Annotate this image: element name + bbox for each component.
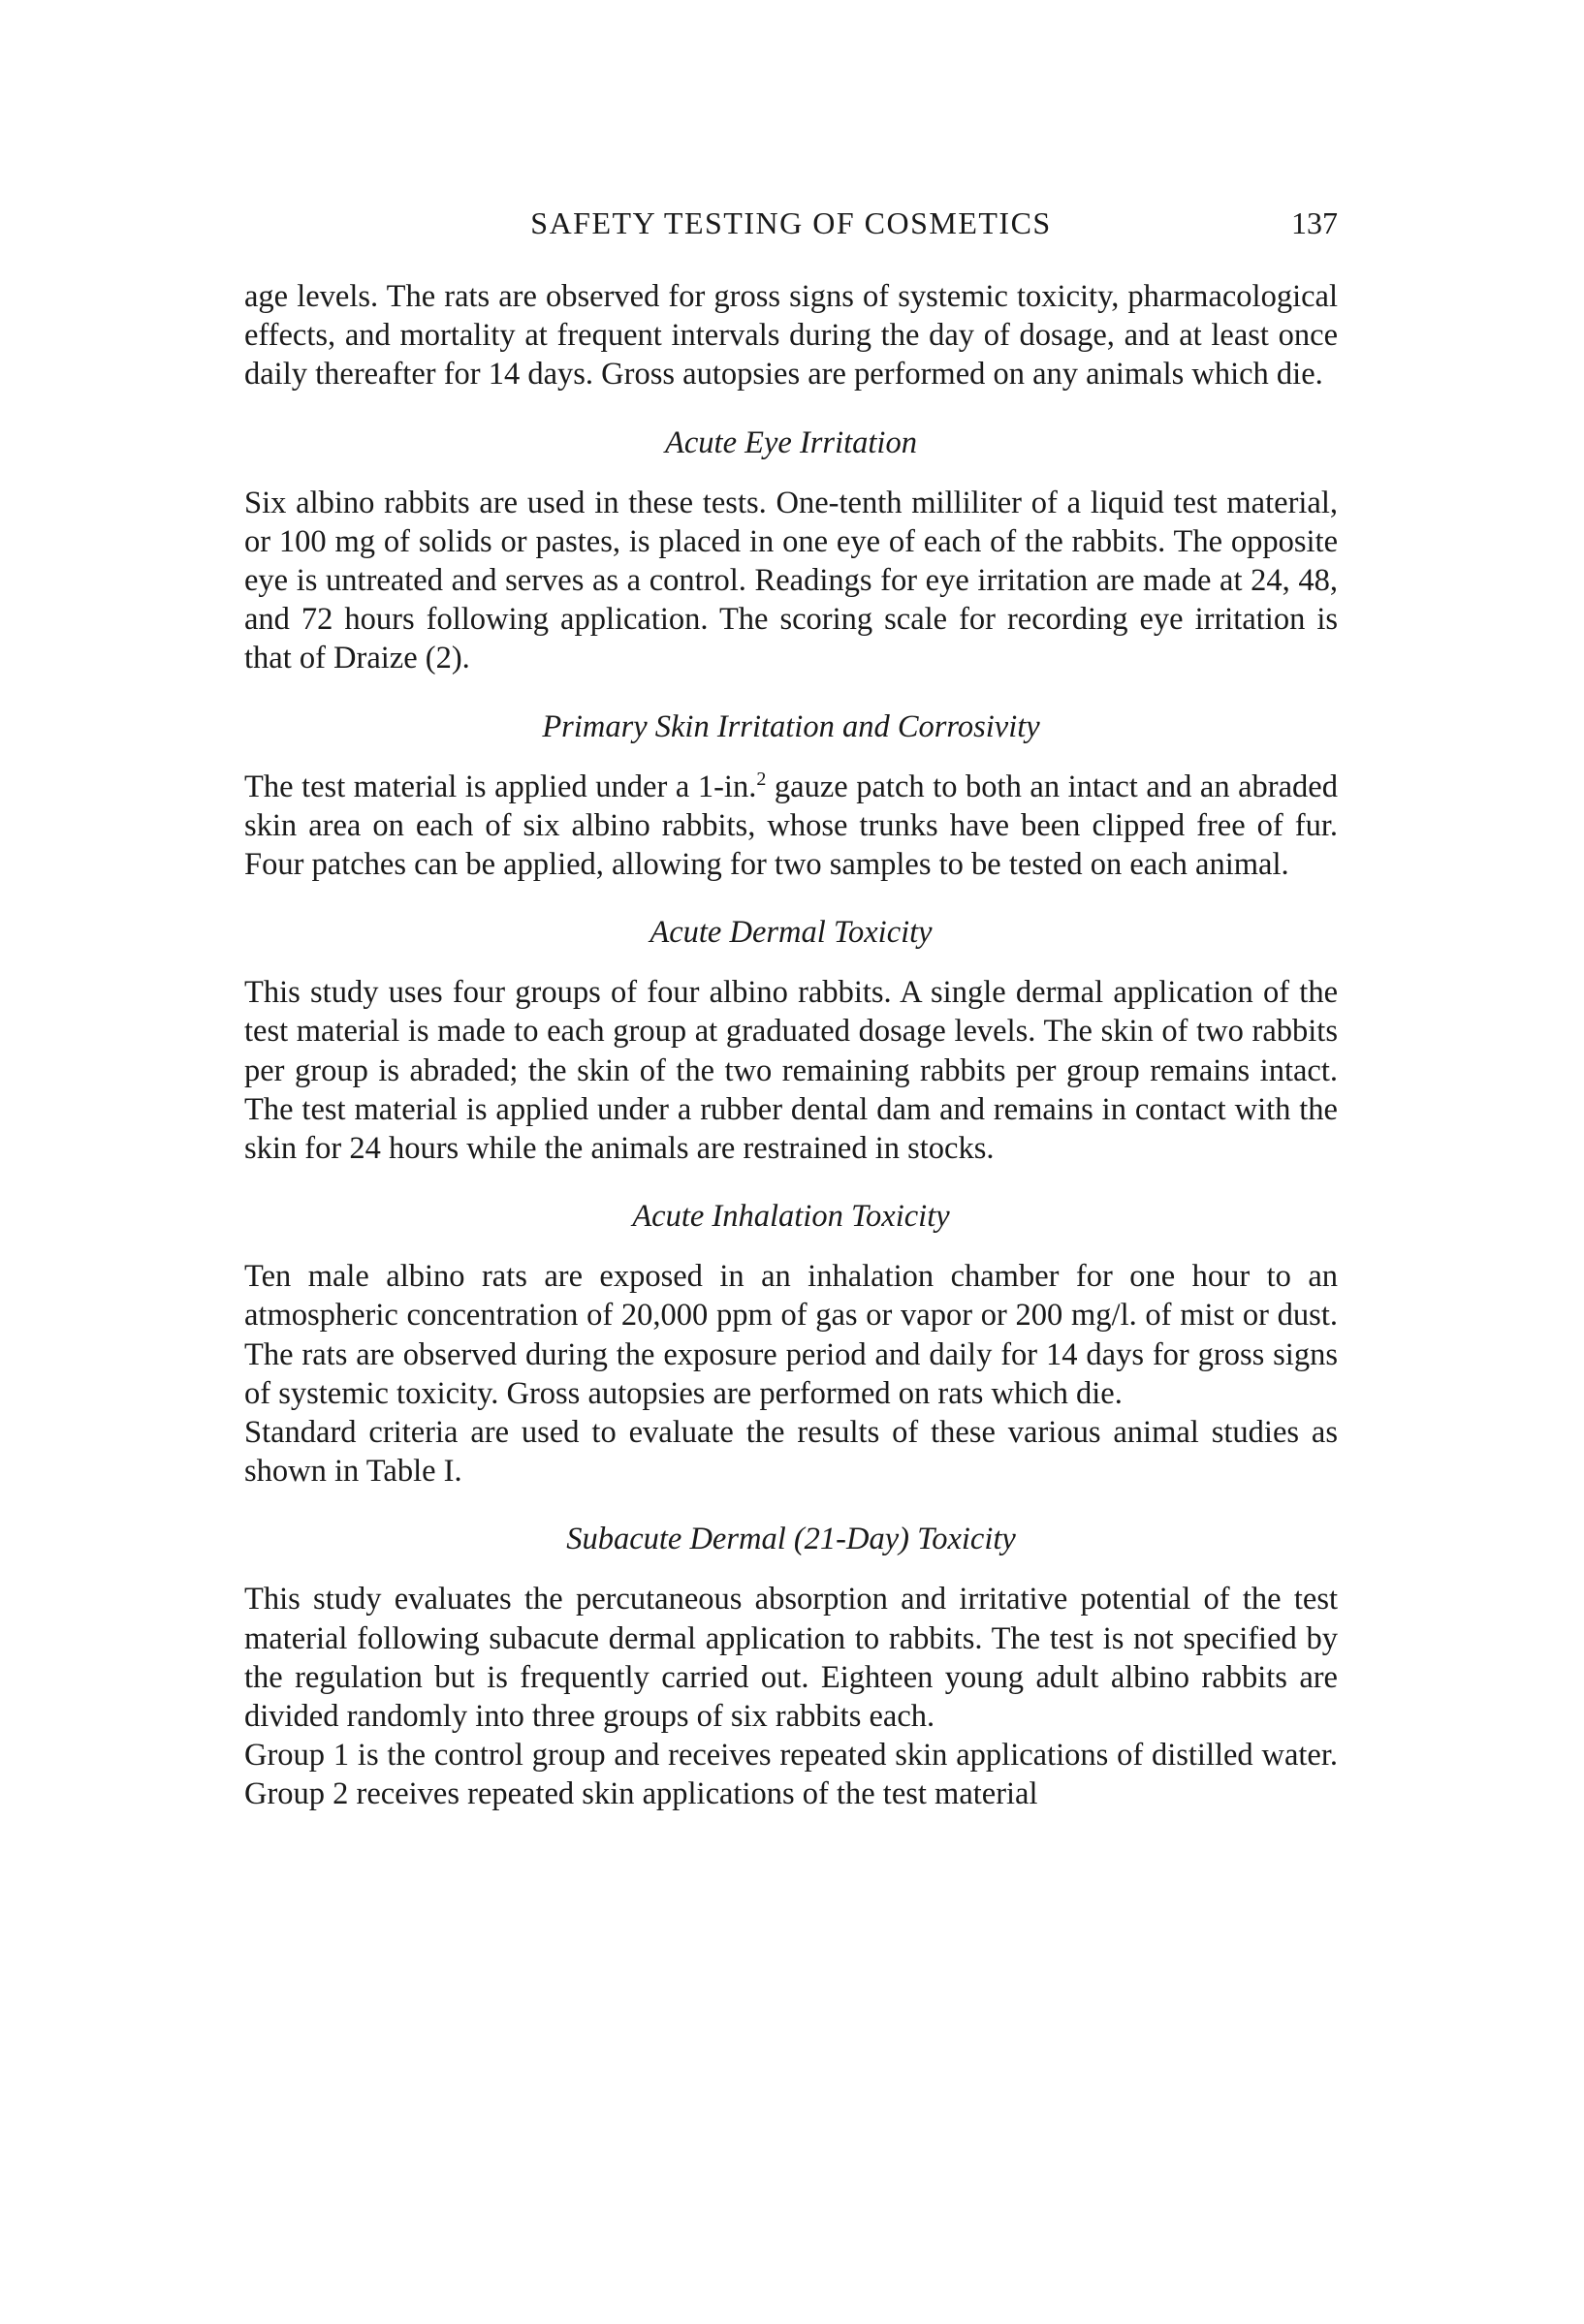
section-heading-eye-irritation: Acute Eye Irritation — [665, 424, 917, 460]
paragraph-group-description: Group 1 is the control group and receives repeated skin applications of distilled water. Group 2 receives repeated skin applications of the test material — [244, 1738, 1338, 1812]
paragraph-eye-irritation: Six albino rabbits are used in these tests. One-tenth milliliter of a liquid test material, or 100 mg of solids or pastes, is placed in one eye of each of the rabbits. The opposite eye is untreated and serves as a control. Readings for eye irritation are made at 24, 48, and 72 hours following application. The scoring scale for recording eye irritation is that of Draize (2). — [244, 485, 1338, 676]
running-title: SAFETY TESTING OF COSMETICS — [530, 205, 1052, 240]
section-heading-inhalation-toxicity: Acute Inhalation Toxicity — [632, 1199, 950, 1235]
intro-paragraph: age levels. The rats are observed for gross signs of systemic toxicity, pharmacological effects, and mortality at frequent intervals during the day of dosage, and at least once daily thereafter for 14 days. Gross autopsies are performed on any animals which die. — [244, 279, 1338, 393]
paragraph-dermal-toxicity: This study uses four groups of four albino rabbits. A single dermal application of the test material is made to each group at graduated dosage levels. The skin of two rabbits per group is abraded; the skin of the two remaining rabbits per group remains intact. The test material is applied under a rubber dental dam and remains in contact with the skin for 24 hours while the animals are restrained in stocks. — [244, 975, 1338, 1167]
footnote-superscript: 2 — [756, 768, 767, 790]
skin-irritation-text-part-2: gauze patch to both an intact and an abraded skin area on each of six albino rabbits, whose trunks have been clipped free of fur. Four patches can be applied, allowing for two samples to be tested on each animal. — [244, 769, 1338, 883]
paragraph-standard-criteria: Standard criteria are used to evaluate the results of these various animal studies as shown in Table I. — [244, 1415, 1338, 1490]
paragraph-inhalation-toxicity: Ten male albino rats are exposed in an inhalation chamber for one hour to an atmospheric concentration of 20,000 ppm of gas or vapor or 200 mg/l. of mist or dust. The rats are observed during the exposure period and daily for 14 days for gross signs of systemic toxicity. Gross autopsies are performed on rats which die. — [244, 1259, 1338, 1411]
paragraph-subacute-toxicity: This study evaluates the percutaneous absorption and irritative potential of the test material following subacute dermal application to rabbits. The test is not specified by the regulation but is frequently carried out. Eighteen young adult albino rabbits are divided randomly into three groups of six rabbits each. — [244, 1582, 1338, 1735]
paragraph-skin-irritation — [244, 768, 1338, 885]
running-header — [244, 205, 1338, 254]
section-heading-skin-irritation: Primary Skin Irritation and Corrosivity — [542, 708, 1040, 744]
document-page — [244, 205, 1338, 1814]
skin-irritation-text-part-1: The test material is applied under a 1-in. — [244, 769, 757, 804]
section-heading-dermal-toxicity: Acute Dermal Toxicity — [649, 915, 933, 951]
page-number: 137 — [1291, 205, 1338, 240]
section-heading-subacute-toxicity: Subacute Dermal (21-Day) Toxicity — [566, 1522, 1016, 1557]
